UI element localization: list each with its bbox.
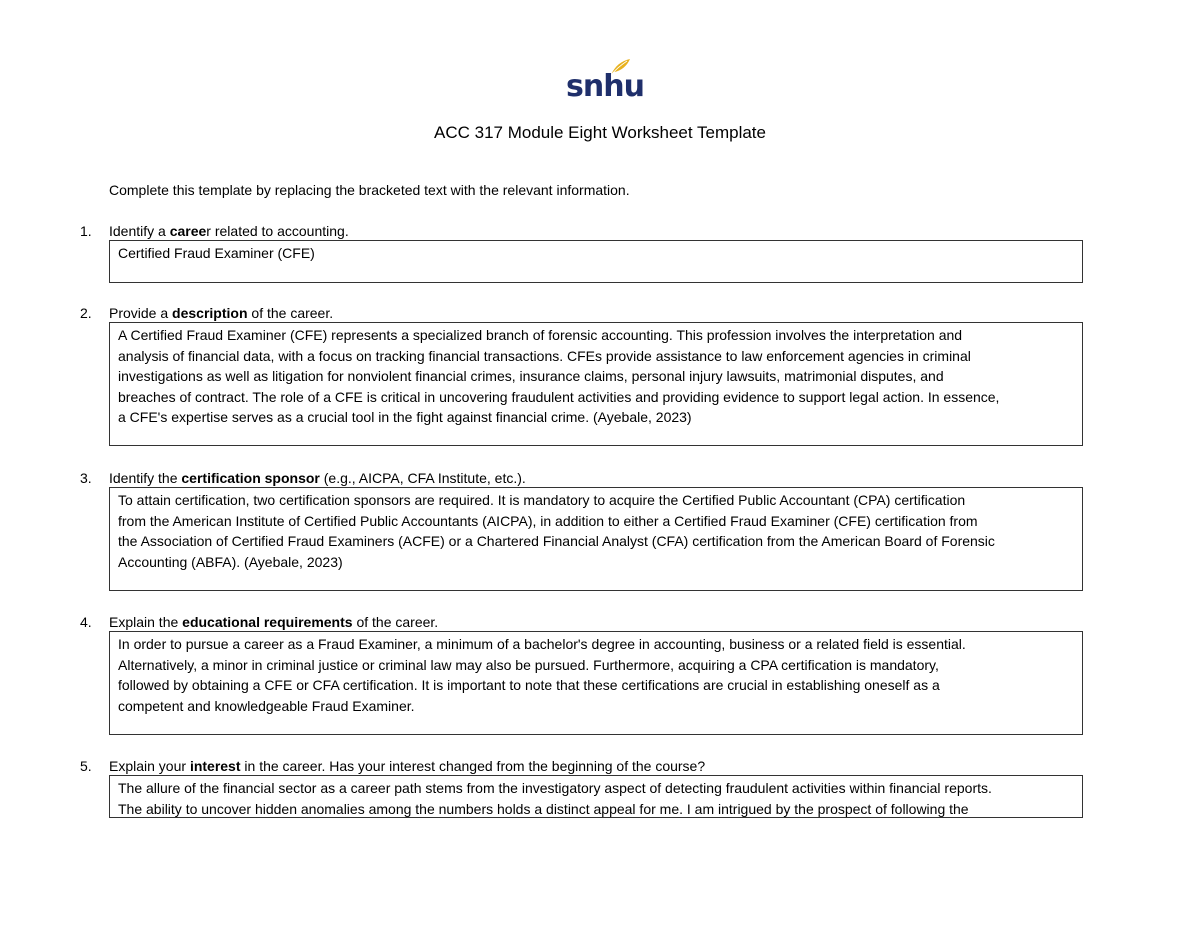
page-title: ACC 317 Module Eight Worksheet Template: [434, 123, 766, 142]
answer-box-2[interactable]: [109, 322, 1083, 446]
question-1-prompt: [80, 222, 349, 240]
prompt-text: Provide a: [109, 305, 173, 321]
answer-line: The allure of the financial sector as a career path stems from the investigatory aspect of detecting fraudulent activities within financial reports.: [118, 780, 992, 796]
question-number: 4.: [80, 614, 92, 630]
logo-wordmark: snhu: [566, 69, 644, 104]
question-number: 1.: [80, 223, 92, 239]
answer-box-5[interactable]: [109, 775, 1083, 818]
question-5-prompt: [80, 757, 705, 775]
answer-line: the Association of Certified Fraud Examiners (ACFE) or a Chartered Financial Analyst (CFA) certification from the American Board of Forensic: [118, 533, 995, 550]
snhu-logo: [565, 58, 644, 104]
prompt-text: Explain the: [109, 614, 183, 630]
answer-line: from the American Institute of Certified Public Accountants (AICPA), in addition to either a Certified Fraud Examiner (CFE) certification from: [118, 512, 978, 529]
prompt-text: of the career.: [352, 614, 439, 630]
answer-text: Certified Fraud Examiner (CFE): [118, 245, 315, 261]
intro-instructions: Complete this template by replacing the bracketed text with the relevant information.: [109, 182, 630, 198]
answer-line: A Certified Fraud Examiner (CFE) represents a specialized branch of forensic accounting. This profession involves the interpretation and: [118, 327, 963, 343]
question-number: 2.: [80, 305, 92, 321]
prompt-keyword: educational requirements: [182, 614, 353, 630]
answer-line: To attain certification, two certification sponsors are required. It is mandatory to acquire the Certified Public Accountant (CPA) certification: [118, 492, 966, 508]
answer-line: a CFE's expertise serves as a crucial tool in the fight against financial crime. (Ayebale, 2023): [118, 409, 692, 426]
answer-line: investigations as well as litigation for nonviolent financial crimes, insurance claims, personal injury lawsuits, matrimonial disputes, and: [118, 368, 944, 385]
answer-line: breaches of contract. The role of a CFE is critical in uncovering fraudulent activities and providing evidence to support legal action. In essence,: [118, 388, 1000, 405]
question-number: 3.: [80, 470, 92, 486]
prompt-text: Explain your: [109, 758, 190, 774]
question-2-prompt: [80, 304, 333, 322]
prompt-keyword: caree: [169, 223, 207, 239]
answer-box-3[interactable]: [109, 487, 1083, 591]
prompt-keyword: description: [172, 305, 248, 321]
prompt-text: r related to accounting.: [206, 223, 349, 239]
answer-line: competent and knowledgeable Fraud Examiner.: [118, 697, 415, 714]
answer-line: Accounting (ABFA). (Ayebale, 2023): [118, 553, 343, 570]
answer-line: analysis of financial data, with a focus on tracking financial transactions. CFEs provide assistance to law enforcement agencies in criminal: [118, 347, 971, 364]
answer-line: Alternatively, a minor in criminal justice or criminal law may also be pursued. Furthermore, acquiring a CPA certification is mandatory,: [118, 656, 939, 673]
answer-line: followed by obtaining a CFE or CFA certification. It is important to note that these certifications are crucial in establishing oneself as a: [118, 677, 940, 694]
prompt-text: Identify a: [109, 223, 170, 239]
answer-line: In order to pursue a career as a Fraud Examiner, a minimum of a bachelor's degree in accounting, business or a related field is essential.: [118, 636, 966, 652]
prompt-text: Identify the: [109, 470, 182, 486]
prompt-keyword: interest: [189, 758, 241, 774]
prompt-text: of the career.: [247, 305, 334, 321]
prompt-text: (e.g., AICPA, CFA Institute, etc.).: [319, 470, 526, 486]
question-4-prompt: [80, 613, 438, 631]
prompt-text: in the career. Has your interest changed from the beginning of the course?: [240, 758, 706, 774]
answer-box-4[interactable]: [109, 631, 1083, 735]
question-3-prompt: [80, 469, 526, 487]
prompt-keyword: certification sponsor: [181, 470, 320, 486]
answer-line: The ability to uncover hidden anomalies among the numbers holds a distinct appeal for me. I am intrigued by the prospect of following the: [118, 800, 969, 817]
question-number: 5.: [80, 758, 92, 774]
answer-box-1[interactable]: [109, 240, 1083, 283]
